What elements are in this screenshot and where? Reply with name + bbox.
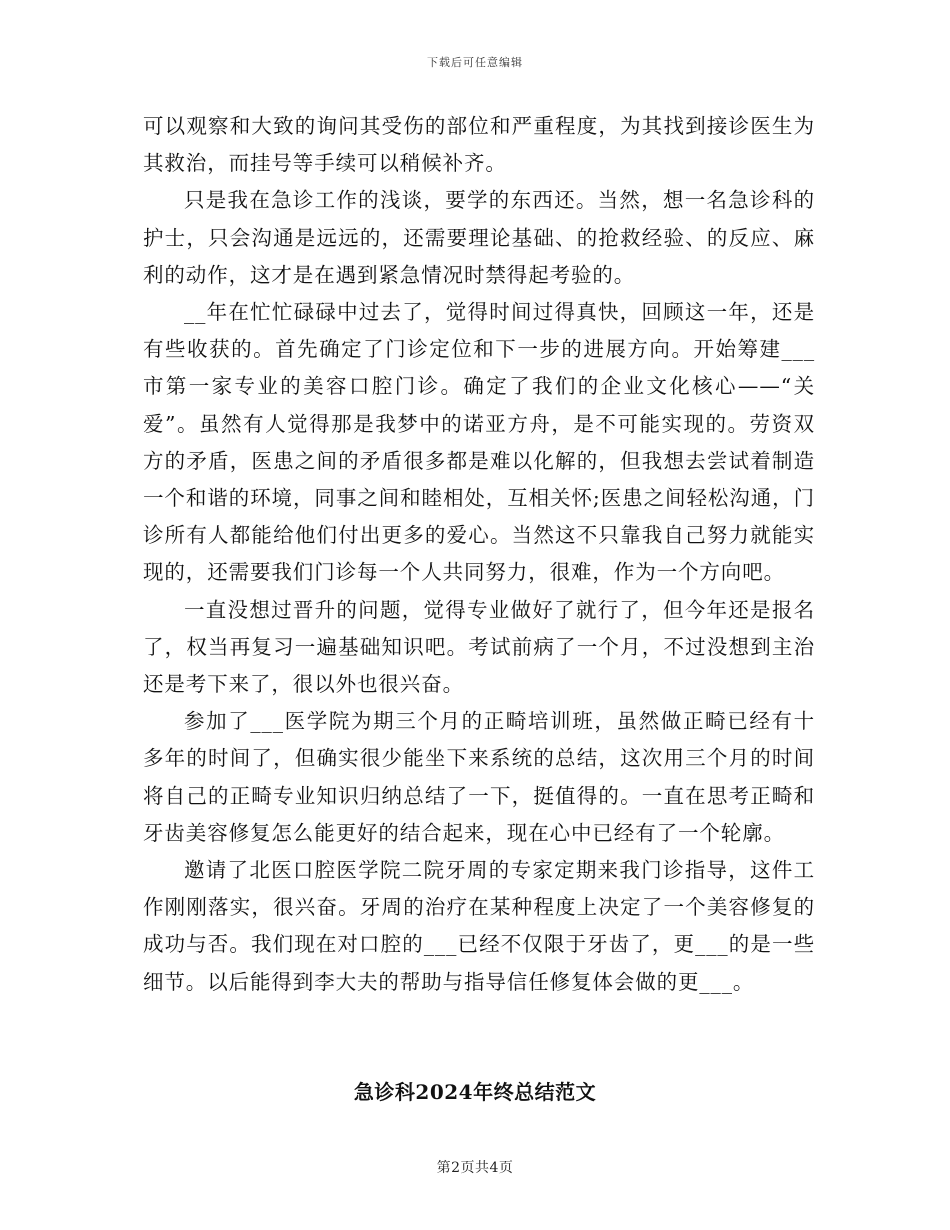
paragraph: 一直没想过晋升的问题，觉得专业做好了就行了，但今年还是报名了，权当再复习一遍基础知识吧。考试前病了一个月，不过没想到主治还是考下来了，很以外也很兴奋。 [143,597,815,697]
paragraph: __年在忙忙碌碌中过去了，觉得时间过得真快，回顾这一年，还是有些收获的。首先确定了门诊定位和下一步的进展方向。开始筹建___市第一家专业的美容口腔门诊。确定了我们的企业文化核心——“关爱”。虽然有人觉得那是我梦中的诺亚方舟，是不可能实现的。劳资双方的矛盾，医患之间的矛盾很多都是难以化解的，但我想去尝试着制造一个和谐的环境，同事之间和睦相处，互相关怀;医患之间轻松沟通，门诊所有人都能给他们付出更多的爱心。当然这不只靠我自己努力就能实现的，还需要我们门诊每一个人共同努力，很难，作为一个方向吧。 [143,300,815,585]
paragraph: 参加了___医学院为期三个月的正畸培训班，虽然做正畸已经有十多年的时间了，但确实很少能坐下来系统的总结，这次用三个月的时间将自己的正畸专业知识归纳总结了一下，挺值得的。一直在思考正畸和牙齿美容修复怎么能更好的结合起来，现在心中已经有了一个轮廓。 [143,709,815,845]
paragraph: 邀请了北医口腔医学院二院牙周的专家定期来我门诊指导，这件工作刚刚落实，很兴奋。牙周的治疗在某种程度上决定了一个美容修复的成功与否。我们现在对口腔的___已经不仅限于牙齿了，更___的是一些细节。以后能得到李大夫的帮助与指导信任修复体会做的更___。 [143,858,815,994]
page-header: 下载后可任意编辑 [427,56,523,69]
document-body [143,108,815,1001]
page-footer: 第2页共4页 [436,1160,514,1176]
paragraph-continuation: 可以观察和大致的询问其受伤的部位和严重程度，为其找到接诊医生为其救治，而挂号等手续可以稍候补齐。 [143,114,815,176]
paragraph: 只是我在急诊工作的浅谈，要学的东西还。当然，想一名急诊科的护士，只会沟通是远远的，还需要理论基础、的抢救经验、的反应、麻利的动作，这才是在遇到紧急情况时禁得起考验的。 [143,188,815,287]
section-heading: 急诊科2024年终总结范文 [353,1080,597,1104]
